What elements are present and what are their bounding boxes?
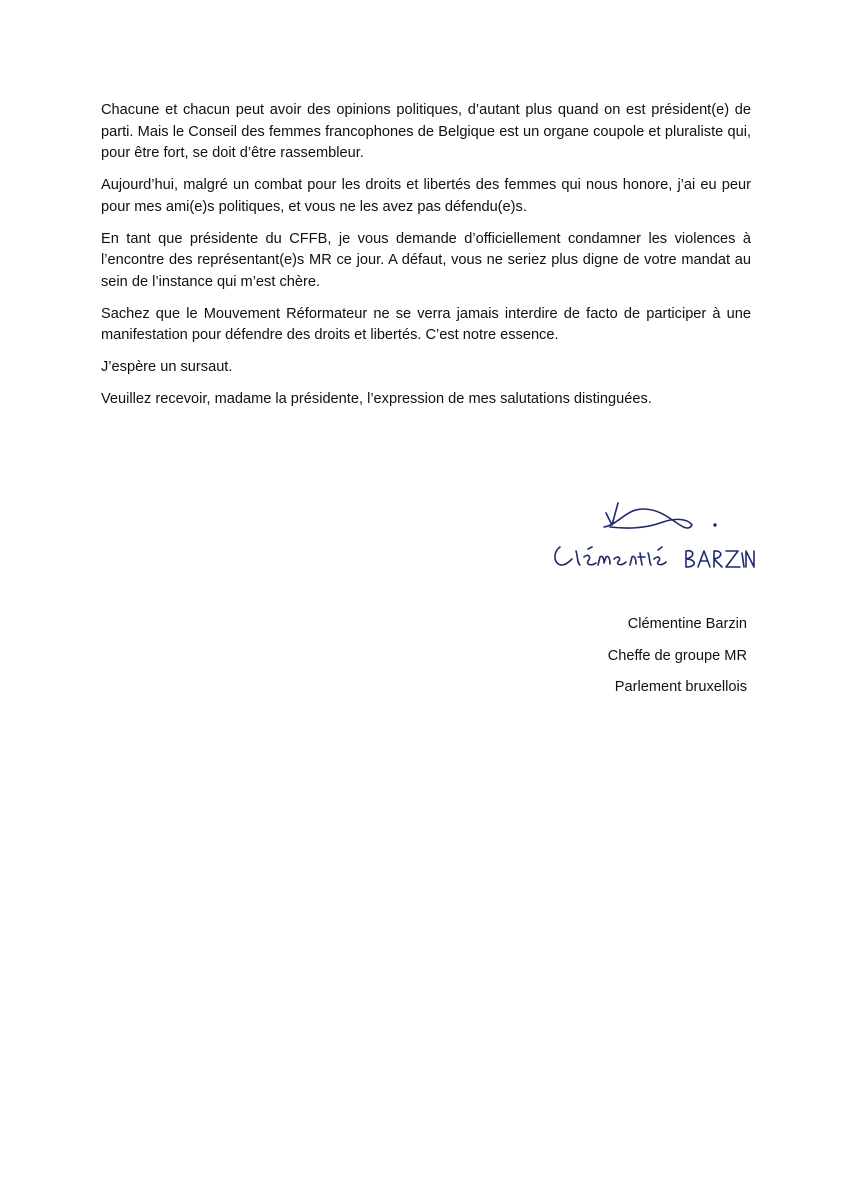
- signature-drawing: [548, 495, 758, 580]
- signatory-role: Cheffe de groupe MR: [607, 647, 747, 664]
- paragraph-5: J’espère un sursaut.: [101, 359, 233, 375]
- paragraph-3: En tant que présidente du CFFB, je vous demande d’officiellement condamner les violences à l’encontre des représentant(e)s MR ce jour. A défaut, vous ne seriez plus digne de votre mandat au sein de l’instance qui m’est chère.: [101, 230, 751, 290]
- paragraph-4: Sachez que le Mouvement Réformateur ne se verra jamais interdire de facto de participer à une manifestation pour défendre des droits et libertés. C’est notre essence.: [101, 305, 751, 343]
- signatory-institution: Parlement bruxellois: [614, 679, 747, 695]
- paragraph-6: Veuillez recevoir, madame la présidente, l’expression de mes salutations distinguées.: [101, 391, 652, 407]
- signatory-block: [447, 614, 747, 709]
- handwritten-signature: [548, 495, 758, 580]
- letter-body: [101, 100, 751, 421]
- signatory-name: Clémentine Barzin: [627, 616, 747, 632]
- paragraph-1: Chacune et chacun peut avoir des opinions politiques, d’autant plus quand on est président(e) de parti. Mais le Conseil des femmes francophones de Belgique est un organe coupole et pluraliste qui, pour être fort, se doit d’être rassembleur.: [101, 102, 751, 161]
- paragraph-2: Aujourd’hui, malgré un combat pour les droits et libertés des femmes qui nous honore, j’ai eu peur pour mes ami(e)s politiques, et vous ne les avez pas défendu(e)s.: [101, 177, 751, 215]
